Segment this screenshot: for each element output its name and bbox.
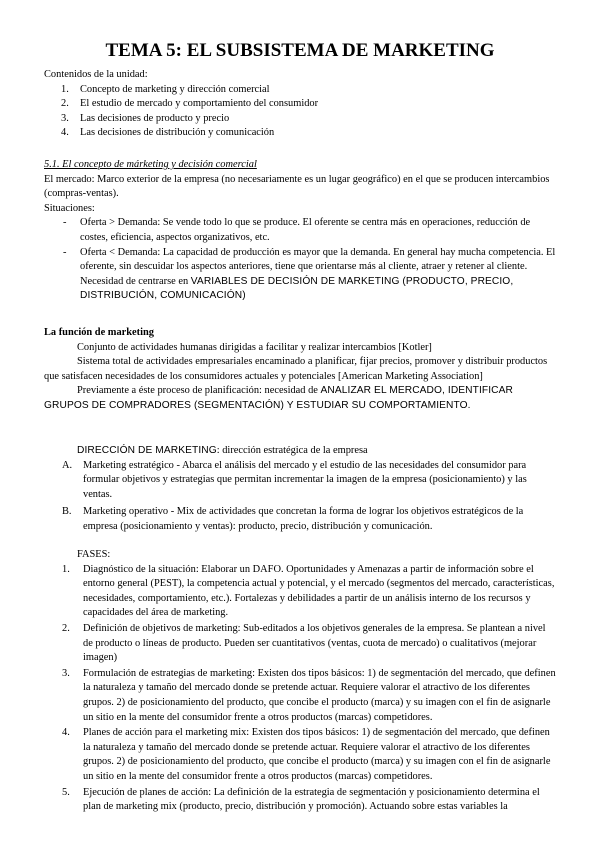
direction-section (44, 444, 556, 535)
list-item: 1. Diagnóstico de la situación: Elaborar un DAFO. Oportunidades y Amenazas a partir de información sobre el entorno general (PEST), la competencia actual y potencial, y el mercado (segmentos del mercado, características, necesidades, comportamiento, etc.). Fortalezas y debilidades a partir de un análisis interno de los recursos y capacidades del área de marketing. (62, 563, 555, 619)
list-item: 2. Definición de objetivos de marketing: Sub-editados a los objetivos generales de la empresa. Se plantean a nivel de producto o líneas de producto. Pueden ser cuantitativos (ventas, cuota de mercado) o cualitativos (mejorar imagen) (62, 622, 546, 664)
list-item: 5. Ejecución de planes de acción: La definición de la estrategia de segmentación y posicionamiento determina el plan de marketing mix (producto, precio, distribución y promoción). Actuando sobre estas variables la (62, 786, 540, 813)
contents-label: Contenidos de la unidad: (44, 69, 148, 80)
contents-list (44, 83, 556, 141)
list-item: - Oferta < Demanda: La capacidad de producción es mayor que la demanda. En general hay mucha competencia. El oferente, sin descuidar los aspectos anteriores, tiene que orientarse más al cliente, atraer y retener al cliente. Necesidad de centrarse en VARIABLES DE DECISIÓN DE MARKETING (PRODUCTO, PRECIO, DISTRIBUCIÓN, COMUNICACIÓN) (63, 246, 556, 302)
function-definition-ama: Sistema total de actividades empresariales encaminado a planificar, fijar precios, promover y distribuir productos que satisfacen necesidades de los consumidores actuales y potenciales [American Marketing Association] (44, 356, 548, 382)
planning-paragraph: Previamente a éste proceso de planificación: necesidad de ANALIZAR EL MERCADO, IDENTIFICAR GRUPOS DE COMPRADORES (SEGMENTACIÓN) Y ESTUDIAR SU COMPORTAMIENTO. (44, 385, 513, 411)
function-section (44, 326, 556, 414)
list-item: 3. Formulación de estrategias de marketing: Existen dos tipos básicos: 1) de segmentación del mercado, que definen la naturaleza y tamaño del mercado donde se pretende actuar. Requiere valorar el atractivo de los diferentes grupos. 2) de posicionamiento del producto, que concibe el producto (marca) y su imagen con el fin de asignarle un sitio en la mente del consumidor frente a otros productos (marcas) competidores. (62, 667, 556, 723)
page-title: TEMA 5: EL SUBSISTEMA DE MARKETING (105, 40, 495, 61)
list-item: A. Marketing estratégico - Abarca el análisis del mercado y el estudio de las necesidades del consumidor para formular objetivos y estrategias que permitan incrementar la imagen de la empresa (posicionamiento) y las ventas. (62, 459, 527, 500)
situations-label: Situaciones: (44, 202, 95, 214)
list-item: 1. Concepto de marketing y dirección comercial (61, 83, 270, 95)
list-item: - Oferta > Demanda: Se vende todo lo que se produce. El oferente se centra más en operaciones, reducción de costes, eficiencia, aspectos organizativos, etc. (63, 217, 531, 243)
list-item: B. Marketing operativo - Mix de actividades que concretan la forma de lograr los objetivos estratégicos de la empresa (posicionamiento y ventas): producto, precio, distribución y comunicación. (62, 506, 524, 532)
phases-section (44, 548, 556, 816)
market-definition: El mercado: Marco exterior de la empresa (no necesariamente es un lugar geográfico) en el que se producen intercambios (compras-ventas). (44, 173, 550, 200)
situations-list (44, 216, 556, 304)
list-item: 4. Planes de acción para el marketing mix: Existen dos tipos básicos: 1) de segmentación del mercado, que definen la naturaleza y tamaño del mercado donde se pretende actuar. Requiere valorar el atractivo de los diferentes grupos. 2) de posicionamiento del producto, que concibe el producto (marca) y su imagen con el fin de asignarle un sitio en la mente del consumidor frente a otros productos (marcas) competidores. (62, 727, 551, 782)
section-5-1 (44, 158, 556, 304)
function-definition-kotler: Conjunto de actividades humanas dirigidas a facilitar y realizar intercambios [Kotler] (77, 341, 432, 353)
contents-section (44, 68, 556, 141)
phases-label: FASES: (77, 549, 111, 560)
direction-heading: DIRECCIÓN DE MARKETING: dirección estratégica de la empresa (77, 445, 368, 456)
list-item: 2. El estudio de mercado y comportamiento del consumidor (61, 98, 319, 110)
list-item: 4. Las decisiones de distribución y comunicación (61, 127, 275, 139)
decision-variables-text: VARIABLES DE DECISIÓN DE MARKETING (PRODUCTO, PRECIO, DISTRIBUCIÓN, COMUNICACIÓN) (80, 275, 514, 302)
direction-list (44, 459, 556, 535)
section-heading: 5.1. El concepto de márketing y decisión comercial (44, 159, 257, 170)
phases-list (44, 563, 556, 815)
list-item: 3. Las decisiones de producto y precio (61, 112, 230, 124)
function-heading: La función de marketing (44, 327, 154, 338)
